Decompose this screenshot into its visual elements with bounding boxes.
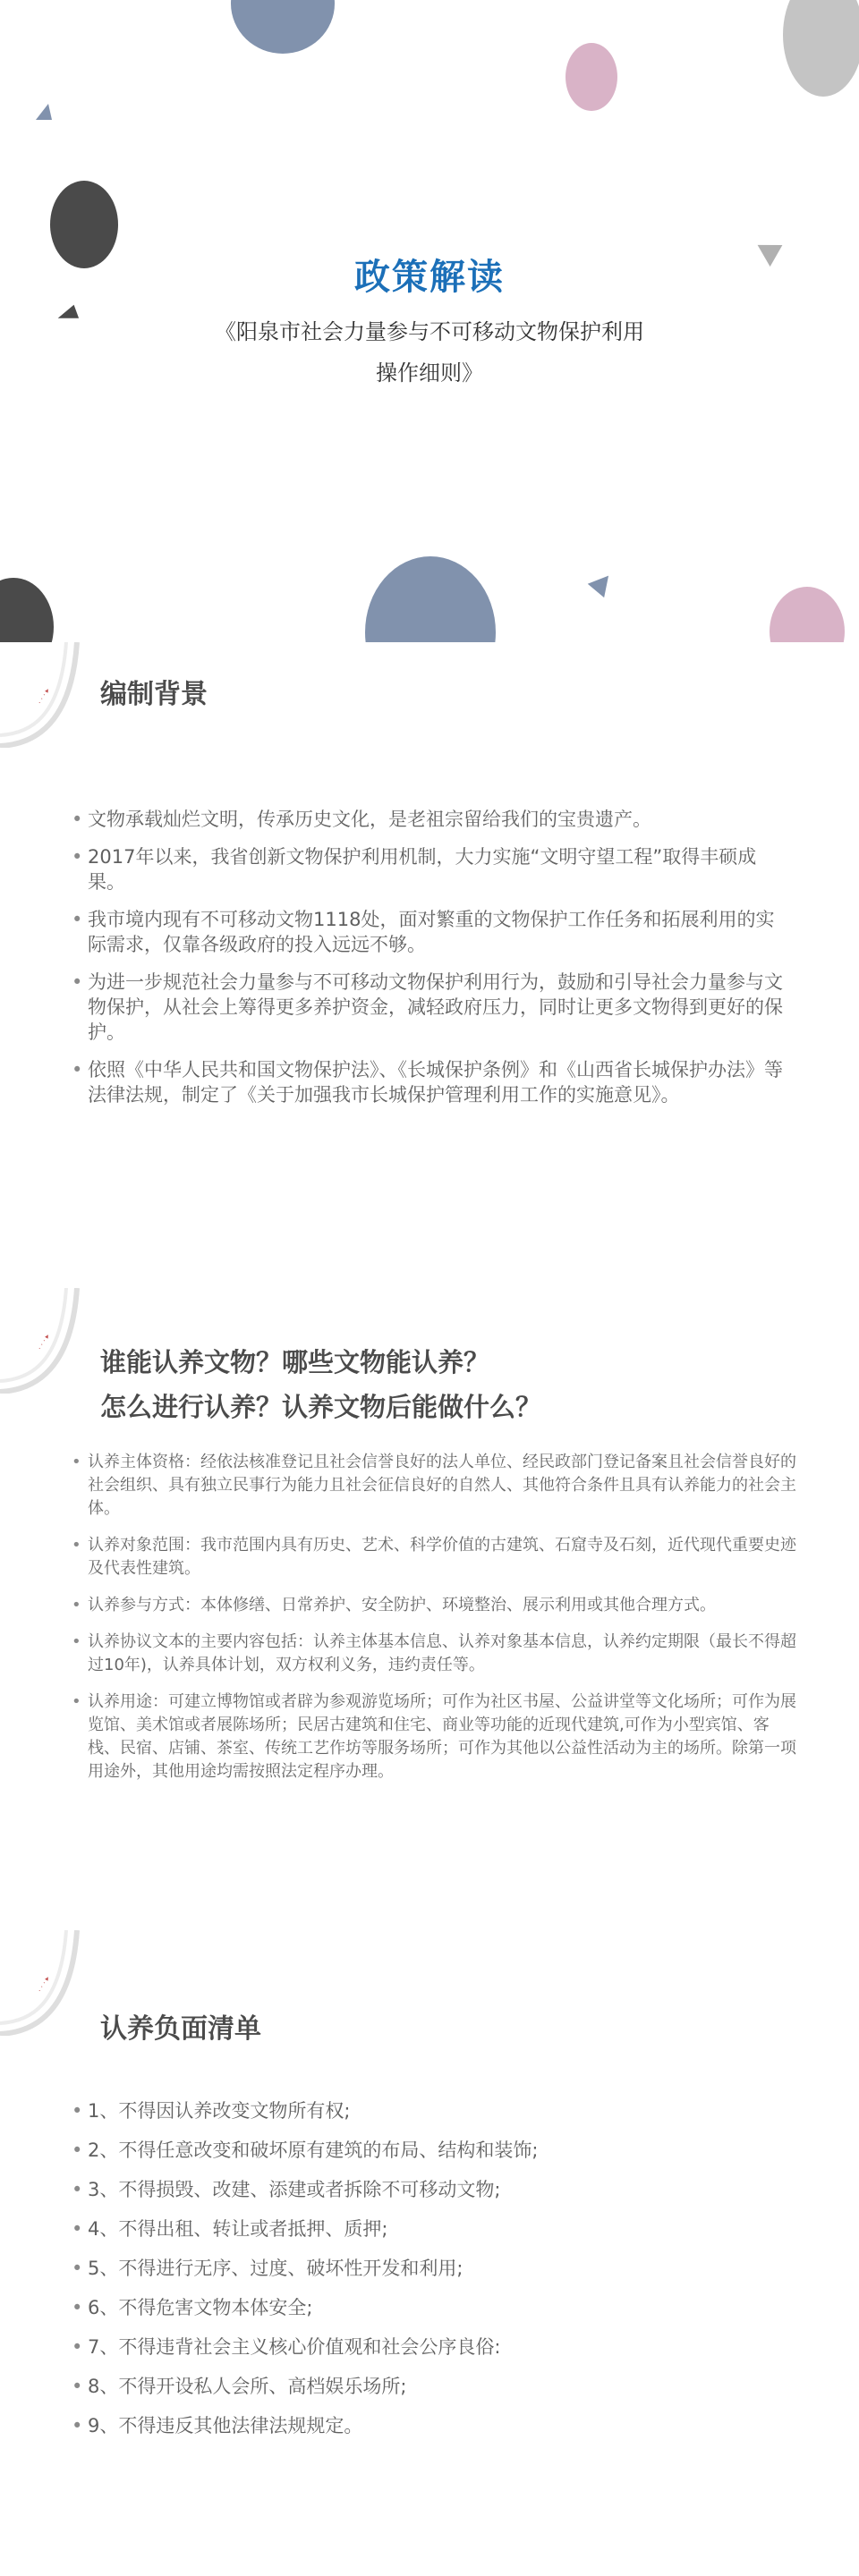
subtitle-line-1: 《阳泉市社会力量参与不可移动文物保护利用 [215,319,644,344]
list-item: • 文物承载灿烂文明，传承历史文化，是老祖宗留给我们的宝贵遗产。 [88,807,786,832]
decor-circle-pink-top [566,43,617,111]
list-item: • 认养参与方式：本体修缮、日常养护、安全防护、环境整治、展示利用或其他合理方式。 [88,1594,796,1617]
list-item: • 9、不得违反其他法律法规规定。 [88,2413,786,2438]
list-item: • 认养协议文本的主要内容包括：认养主体基本信息、认养对象基本信息，认养约定期限（最长不得超过10年)，认养具体计划，双方权利义务，违约责任等。 [88,1631,796,1677]
svg-text:· · · ▸: · · · ▸ [35,1974,52,1994]
list-item: • 认养主体资格：经依法核准登记且社会信誉良好的法人单位、经民政部门登记备案且社会信誉良好的社会组织、具有独立民事行为能力且社会征信良好的自然人、其他符合条件且具有认养能力的社会主体。 [88,1451,796,1521]
adoption-qa-list [88,1451,796,1797]
list-item: • 2017年以来，我省创新文物保护利用机制，大力实施“文明守望工程”取得丰硕成果。 [88,844,786,894]
list-item: • 4、不得出租、转让或者抵押、质押; [88,2216,786,2241]
list-item: • 8、不得开设私人会所、高档娱乐场所; [88,2374,786,2399]
list-item: • 依照《中华人民共和国文物保护法》、《长城保护条例》和《山西省长城保护办法》等法律法规，制定了《关于加强我市长城保护管理利用工作的实施意见》。 [88,1057,786,1107]
page-title: 政策解读 [354,257,505,298]
svg-text:· · · ▸: · · · ▸ [35,686,52,706]
list-item: • 为进一步规范社会力量参与不可移动文物保护利用行为，鼓励和引导社会力量参与文物保护，从社会上筹得更多养护资金，减轻政府压力，同时让更多文物得到更好的保护。 [88,970,786,1045]
decor-circle-slate-bottom [365,556,496,642]
list-item: • 6、不得危害文物本体安全; [88,2295,786,2320]
section-title-line-2: 怎么进行认养？认养文物后能做什么？ [100,1392,542,1422]
section-title-background: 编制背景 [100,679,208,710]
section-title-negative-list: 认养负面清单 [100,2013,261,2045]
section-corner-decor-1 [0,642,86,748]
hero-bottom-decor-band [0,501,859,642]
list-item: • 2、不得任意改变和破坏原有建筑的布局、结构和装饰; [88,2138,786,2163]
decor-triangle-left-top [36,104,52,120]
section-title-line-1: 谁能认养文物？哪些文物能认养？ [100,1347,490,1377]
list-item: • 认养对象范围：我市范围内具有历史、艺术、科学价值的古建筑、石窟寺及石刻，近代现代重要史迹及代表性建筑。 [88,1534,796,1580]
background-list [88,807,786,1120]
list-item: • 认养用途：可建立博物馆或者辟为参观游览场所；可作为社区书屋、公益讲堂等文化场所；可作为展览馆、美术馆或者展陈场所；民居古建筑和住宅、商业等功能的近现代建筑,可作为小型宾馆、客栈、民宿、店铺、茶室、传统工艺作坊等服务场所；可作为其他以公益性活动为主的场所。除第一项用途外，其他用途均需按照法定程序办理。 [88,1690,796,1784]
decor-circle-pink-bottom [770,587,845,642]
section-corner-decor-2 [0,1288,86,1394]
list-item: • 5、不得进行无序、过度、破坏性开发和利用; [88,2256,786,2281]
section-title-adoption-qa [100,1340,541,1429]
list-item: • 7、不得违背社会主义核心价值观和社会公序良俗: [88,2334,786,2360]
page-subtitle [0,311,859,394]
list-item: • 我市境内现有不可移动文物1118处，面对繁重的文物保护工作任务和拓展利用的实际需求，仅靠各级政府的投入远远不够。 [88,907,786,957]
list-item: • 3、不得损毁、改建、添建或者拆除不可移动文物; [88,2177,786,2202]
negative-list [88,2098,786,2453]
subtitle-line-2: 操作细则》 [376,360,483,386]
decor-circle-slate-top [231,0,335,54]
decor-circle-gray-top-right [783,0,859,97]
decor-circle-dark-bottom-left [0,578,54,642]
section-corner-decor-3 [0,1930,86,2036]
svg-text:· · · ▸: · · · ▸ [35,1332,52,1352]
list-item: • 1、不得因认养改变文物所有权; [88,2098,786,2123]
